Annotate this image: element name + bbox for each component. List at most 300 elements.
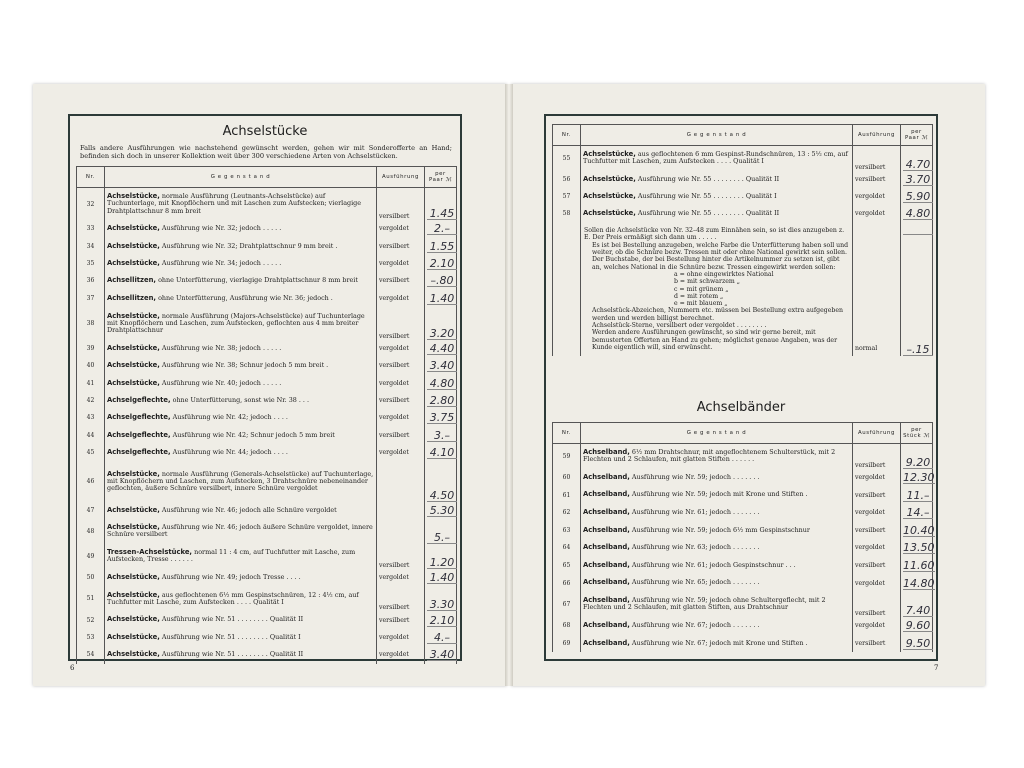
table-row — [77, 290, 457, 307]
item-number: 49 — [77, 544, 105, 569]
item-description-text — [107, 362, 374, 369]
item-name: Achselgeflechte, — [107, 430, 171, 439]
item-ausfuehrung: versilbert — [853, 146, 901, 171]
item-description-text — [107, 397, 374, 404]
note-letter-d: d = mit rotem „ — [674, 292, 724, 300]
item-ausfuehrung — [377, 461, 425, 501]
item-number: 48 — [77, 519, 105, 544]
item-name: Achselstücke, — [583, 150, 636, 159]
item-details: normal 11 : 4 cm, auf Tuchfutter mit Lasche, zum Aufstecken, Tresse . . . . . . — [107, 548, 356, 564]
note-sterne-price: –.15 — [903, 345, 933, 356]
item-number: 36 — [77, 272, 105, 289]
table-row — [553, 171, 933, 188]
table-row — [77, 544, 457, 569]
item-ausfuehrung: vergoldet — [377, 340, 425, 357]
item-price: 9.50 — [903, 639, 933, 650]
item-details: Ausführung wie Nr. 61; jedoch Gespinstschnur . . . — [631, 560, 796, 569]
item-ausfuehrung: vergoldet — [377, 444, 425, 461]
item-ausfuehrung: versilbert — [853, 592, 901, 617]
table-row — [553, 504, 933, 522]
item-price: 3.40 — [427, 650, 457, 661]
item-description — [105, 409, 377, 426]
item-price: 1.55 — [427, 242, 457, 253]
table-row — [77, 569, 457, 586]
item-price: 3.– — [427, 431, 457, 442]
item-price: 3.20 — [427, 329, 457, 340]
item-ausfuehrung: versilbert — [377, 357, 425, 374]
item-description — [105, 374, 377, 391]
item-price: 1.40 — [427, 294, 457, 305]
item-number: 44 — [77, 427, 105, 444]
note-letter-a: a = ohne eingewirktes National — [674, 270, 774, 278]
item-description — [581, 146, 853, 171]
item-details: Ausführung wie Nr. 51 . . . . . . . . Qualität II — [161, 650, 304, 659]
item-details: Ausführung wie Nr. 46; jedoch alle Schnüre vergoldet — [161, 505, 337, 514]
item-details: Ausführung wie Nr. 51 . . . . . . . . Qualität II — [161, 615, 304, 624]
item-name: Achselstücke, — [107, 523, 160, 532]
left-content-frame — [68, 114, 462, 661]
item-description-text — [107, 243, 374, 250]
item-name: Achselstücke, — [583, 209, 636, 218]
item-name: Achselstücke, — [583, 174, 636, 183]
item-name: Achselband, — [583, 621, 630, 630]
item-description-text — [107, 471, 374, 493]
item-number: 52 — [77, 611, 105, 628]
item-ausfuehrung: vergoldet — [377, 290, 425, 307]
item-description-text — [583, 562, 850, 569]
item-price: 4.70 — [903, 160, 933, 171]
item-ausfuehrung: versilbert — [377, 307, 425, 340]
table-header-row — [77, 167, 457, 188]
notes-row — [553, 223, 933, 356]
item-description-text — [107, 414, 374, 421]
item-details: Ausführung wie Nr. 42; Schnur jedoch 5 mm breit — [172, 430, 335, 439]
item-description — [581, 635, 853, 653]
item-number: 66 — [553, 574, 581, 592]
item-number: 46 — [77, 461, 105, 501]
item-price: 11.– — [903, 491, 933, 502]
item-ausfuehrung: vergoldet — [853, 539, 901, 557]
item-description-text — [583, 597, 850, 611]
item-description — [105, 237, 377, 254]
item-description-text — [107, 380, 374, 387]
item-description — [105, 290, 377, 307]
item-description — [581, 188, 853, 205]
item-description-text — [583, 449, 850, 463]
price-table-left — [76, 166, 457, 664]
header-preis: per Paar ℳ — [901, 125, 933, 146]
note-farbe: Es ist bei Bestellung anzugeben, welche Farbe die Unterfütterung haben soll und weiter, ob die Schnüre bezw. Tressen mit oder ohne National gewirkt sein sollen. — [592, 241, 849, 257]
item-details: Ausführung wie Nr. 55 . . . . . . . . Qualität II — [637, 174, 780, 183]
intro-paragraph: Falls andere Ausführungen wie nachstehend gewünscht werden, gehen wir mit Sonderofferte an Hand; befinden sich doch in unserer Kollektion weit über 300 verschiedene Arten von Achselstücken. — [80, 144, 452, 160]
item-details: Ausführung wie Nr. 65; jedoch . . . . . . . — [631, 578, 760, 587]
note-letter-b: b = mit schwarzem „ — [674, 278, 740, 286]
item-price: 1.40 — [427, 573, 457, 584]
item-number: 55 — [553, 146, 581, 171]
item-name: Achsellitzen, — [107, 293, 157, 302]
item-price: 14.80 — [903, 576, 935, 590]
item-number: 57 — [553, 188, 581, 205]
item-ausfuehrung: vergoldet — [377, 646, 425, 663]
item-price: 4.50 — [427, 491, 457, 502]
item-details: Ausführung wie Nr. 55 . . . . . . . . Qualität II — [637, 209, 780, 218]
item-number: 43 — [77, 409, 105, 426]
table-row — [553, 469, 933, 487]
item-description-text — [107, 345, 374, 352]
item-ausfuehrung: vergoldet — [853, 205, 901, 222]
item-details: Ausführung wie Nr. 59; jedoch . . . . . . . — [631, 472, 760, 481]
table-row — [77, 272, 457, 289]
item-details: Ausführung wie Nr. 34; jedoch . . . . . — [161, 258, 282, 267]
item-description — [105, 502, 377, 519]
table-header-row — [553, 423, 933, 444]
item-details: aus geflochtenen 6½ mm Gespinstschnüren, 12 : 4½ cm, auf Tuchfutter mit Lasche, zum Aufstecken . . . . Qualität I — [107, 590, 359, 606]
item-description-text — [583, 622, 850, 629]
item-description-text — [583, 544, 850, 551]
item-ausfuehrung — [377, 519, 425, 544]
item-number: 61 — [553, 486, 581, 504]
item-details: Ausführung wie Nr. 32; Drahtplattschnur 9 mm breit . — [161, 241, 338, 250]
item-ausfuehrung — [377, 502, 425, 519]
item-price: 3.70 — [903, 175, 933, 186]
table-row — [77, 392, 457, 409]
item-description — [105, 629, 377, 646]
item-number: 37 — [77, 290, 105, 307]
price-table-right-top — [552, 124, 933, 356]
item-description-text — [583, 151, 850, 165]
item-description — [581, 521, 853, 539]
item-description-text — [583, 210, 850, 217]
item-name: Achselstücke, — [107, 650, 160, 659]
table-row — [77, 340, 457, 357]
item-name: Achselstücke, — [107, 258, 160, 267]
item-details: Ausführung wie Nr. 44; jedoch . . . . — [172, 448, 288, 457]
item-name: Achselstücke, — [107, 343, 160, 352]
item-name: Achselband, — [583, 638, 630, 647]
item-ausfuehrung: vergoldet — [853, 574, 901, 592]
table-row — [77, 629, 457, 646]
table-row — [77, 357, 457, 374]
item-price: 2.80 — [427, 396, 457, 407]
item-description-text — [107, 549, 374, 563]
item-name: Achselband, — [583, 472, 630, 481]
item-description-text — [107, 651, 374, 658]
item-price: 3.30 — [427, 600, 457, 611]
book-gutter — [505, 84, 513, 686]
item-ausfuehrung: versilbert — [377, 586, 425, 611]
item-details: Ausführung wie Nr. 38; Schnur jedoch 5 mm breit . — [161, 361, 329, 370]
item-description-text — [107, 193, 374, 215]
item-name: Achselband, — [583, 490, 630, 499]
item-name: Achselstücke, — [583, 191, 636, 200]
item-description-text — [107, 277, 374, 284]
item-details: Ausführung wie Nr. 46; jedoch äußere Schnüre vergoldet, innere Schnüre versilbert — [107, 523, 373, 539]
item-description-text — [583, 640, 850, 647]
item-number: 59 — [553, 444, 581, 469]
item-price: 11.60 — [903, 558, 935, 572]
item-ausfuehrung: vergoldet — [853, 617, 901, 635]
table-row — [77, 646, 457, 663]
section-title-achselbaender: Achselbänder — [696, 400, 786, 415]
header-preis: per Stück ℳ — [901, 423, 933, 444]
item-name: Achselstücke, — [107, 361, 160, 370]
item-description-text — [107, 616, 374, 623]
item-name: Tressen-Achselstücke, — [107, 548, 193, 557]
item-price: –.80 — [427, 276, 457, 287]
note-einnaehen-price — [903, 234, 933, 235]
table-row — [77, 519, 457, 544]
item-number: 68 — [553, 617, 581, 635]
item-description — [105, 340, 377, 357]
note-sterne-ausfuehrung: normal — [853, 223, 901, 356]
item-description — [105, 392, 377, 409]
item-description — [105, 544, 377, 569]
item-description-text — [107, 524, 374, 538]
item-description-text — [107, 313, 374, 335]
item-number: 60 — [553, 469, 581, 487]
header-nr: Nr. — [553, 125, 581, 146]
item-name: Achselstücke, — [107, 311, 160, 320]
item-number: 63 — [553, 521, 581, 539]
item-name: Achselband, — [583, 560, 630, 569]
item-number: 69 — [553, 635, 581, 653]
item-description — [581, 557, 853, 575]
item-number: 33 — [77, 220, 105, 237]
item-details: Ausführung wie Nr. 40; jedoch . . . . . — [161, 378, 282, 387]
item-ausfuehrung: versilbert — [377, 188, 425, 221]
item-price: 4.40 — [427, 344, 457, 355]
table-row — [77, 188, 457, 221]
table-row — [553, 557, 933, 575]
header-ausfuehrung: Ausführung — [853, 125, 901, 146]
item-price: 1.20 — [427, 558, 457, 569]
item-details: Ausführung wie Nr. 55 . . . . . . . . Qualität I — [637, 191, 777, 200]
table-row — [77, 220, 457, 237]
item-number: 64 — [553, 539, 581, 557]
item-name: Achselstücke, — [107, 224, 160, 233]
item-name: Achselband, — [583, 543, 630, 552]
item-ausfuehrung: vergoldet — [377, 255, 425, 272]
item-name: Achselstücke, — [107, 632, 160, 641]
item-name: Achselstücke, — [107, 505, 160, 514]
item-name: Achselstücke, — [107, 615, 160, 624]
item-ausfuehrung: versilbert — [377, 392, 425, 409]
item-number: 62 — [553, 504, 581, 522]
item-number: 45 — [77, 444, 105, 461]
item-number: 34 — [77, 237, 105, 254]
note-andere: Werden andere Ausführungen gewünscht, so sind wir gerne bereit, mit bemusterten Offerten an Hand zu gehen; möglichst genaue Angaben, was der Kunde eigentlich will, sind erwünscht. — [592, 329, 838, 351]
item-ausfuehrung: versilbert — [377, 611, 425, 628]
table-row — [553, 188, 933, 205]
item-price: 5.– — [427, 533, 457, 544]
item-ausfuehrung: versilbert — [853, 635, 901, 653]
item-number: 53 — [77, 629, 105, 646]
item-details: ohne Unterfütterung, sonst wie Nr. 38 . . . — [172, 395, 310, 404]
table-row — [553, 205, 933, 222]
item-description — [105, 444, 377, 461]
header-ausfuehrung: Ausführung — [377, 167, 425, 188]
item-ausfuehrung: versilbert — [853, 486, 901, 504]
table-row — [77, 461, 457, 501]
table-row — [77, 409, 457, 426]
item-ausfuehrung: vergoldet — [377, 629, 425, 646]
table-row — [553, 539, 933, 557]
item-details: Ausführung wie Nr. 61; jedoch . . . . . . . — [631, 508, 760, 517]
item-details: Ausführung wie Nr. 67; jedoch . . . . . . . — [631, 621, 760, 630]
item-description — [105, 188, 377, 221]
item-number: 39 — [77, 340, 105, 357]
item-description-text — [583, 579, 850, 586]
table-row — [553, 146, 933, 171]
table-row — [77, 502, 457, 519]
item-ausfuehrung: vergoldet — [377, 409, 425, 426]
table-row — [553, 574, 933, 592]
item-ausfuehrung: versilbert — [853, 444, 901, 469]
note-letter-c: c = mit grünem „ — [674, 285, 729, 293]
item-details: Ausführung wie Nr. 38; jedoch . . . . . — [161, 343, 282, 352]
item-price: 9.20 — [903, 458, 933, 469]
item-description — [581, 469, 853, 487]
table-row — [553, 521, 933, 539]
item-number: 32 — [77, 188, 105, 221]
notes-cell — [581, 223, 853, 356]
item-details: normale Ausführung (Leutnants-Achselstücke) auf Tuchunterlage, mit Knopflöchern und mit Laschen zum Aufstecken; vierlagige Drahtplattschnur 8 mm breit — [107, 192, 362, 215]
note-einnaehen: Sollen die Achselstücke von Nr. 32–48 zum Einnähen sein, so ist dies anzugeben z. E. Der Preis ermäßigt sich dann um . . . . . — [584, 227, 845, 242]
item-number: 58 — [553, 205, 581, 222]
item-description-text — [583, 176, 850, 183]
item-ausfuehrung: vergoldet — [853, 469, 901, 487]
item-ausfuehrung: versilbert — [377, 272, 425, 289]
header-nr: Nr. — [77, 167, 105, 188]
item-description — [105, 586, 377, 611]
item-number: 35 — [77, 255, 105, 272]
header-ausfuehrung: Ausführung — [853, 423, 901, 444]
table-row — [77, 586, 457, 611]
item-number: 41 — [77, 374, 105, 391]
table-row — [77, 444, 457, 461]
item-description — [105, 272, 377, 289]
item-price: 12.30 — [903, 470, 935, 484]
table-row — [553, 635, 933, 653]
table-row — [77, 237, 457, 254]
item-name: Achselstücke, — [107, 573, 160, 582]
item-description — [581, 617, 853, 635]
item-number: 67 — [553, 592, 581, 617]
item-details: 6½ mm Drahtschnur, mit angeflochtenem Schulterstück, mit 2 Flechten und 2 Schlaufen, mit glatten Stiften . . . . . . — [583, 448, 836, 464]
item-price: 2.10 — [427, 616, 457, 627]
item-details: ohne Unterfütterung, Ausführung wie Nr. 36; jedoch . — [158, 293, 333, 302]
item-name: Achselband, — [583, 525, 630, 534]
item-price: 3.40 — [427, 361, 457, 372]
item-price: 5.30 — [427, 506, 457, 517]
item-details: Ausführung wie Nr. 42; jedoch . . . . — [172, 413, 288, 422]
item-description-text — [107, 225, 374, 232]
item-details: Ausführung wie Nr. 63; jedoch . . . . . . . — [631, 543, 760, 552]
item-details: Ausführung wie Nr. 59; jedoch 6½ mm Gespinstschnur — [631, 525, 810, 534]
table-row — [553, 486, 933, 504]
note-abzeichen: Achselstück-Abzeichen, Nummern etc. müssen bei Bestellung extra aufgegeben werden und werden billigst berechnet. — [592, 307, 844, 322]
item-ausfuehrung: vergoldet — [377, 569, 425, 586]
note-buchstabe: Der Buchstabe, der bei Bestellung hinter die Artikelnummer zu setzen ist, gibt an, welches National in die Schnüre bezw. Tressen eingewirkt werden sollen: — [592, 256, 840, 271]
item-number: 38 — [77, 307, 105, 340]
header-gegenstand: G e g e n s t a n d — [581, 423, 853, 444]
item-description-text — [107, 507, 374, 514]
table-header-row — [553, 125, 933, 146]
item-description-text — [107, 432, 374, 439]
item-price: 4.– — [427, 633, 457, 644]
item-price: 3.75 — [427, 413, 457, 424]
item-ausfuehrung: versilbert — [377, 237, 425, 254]
table-row — [77, 307, 457, 340]
item-number: 65 — [553, 557, 581, 575]
item-description — [105, 220, 377, 237]
item-number: 51 — [77, 586, 105, 611]
item-ausfuehrung: versilbert — [853, 557, 901, 575]
header-nr: Nr. — [553, 423, 581, 444]
item-description — [105, 646, 377, 663]
item-description-text — [107, 295, 374, 302]
page-number-right: 7 — [934, 664, 939, 672]
item-description-text — [107, 592, 374, 606]
item-details: Ausführung wie Nr. 59; jedoch mit Krone und Stiften . — [631, 490, 808, 499]
header-preis: per Paar ℳ — [425, 167, 457, 188]
item-description — [105, 255, 377, 272]
item-name: Achselband, — [583, 578, 630, 587]
item-ausfuehrung: vergoldet — [853, 188, 901, 205]
item-name: Achselstücke, — [107, 192, 160, 201]
item-description-text — [583, 474, 850, 481]
table-row — [553, 592, 933, 617]
item-name: Achselstücke, — [107, 469, 160, 478]
item-description — [105, 427, 377, 444]
item-price: 14.– — [903, 508, 933, 519]
item-number: 40 — [77, 357, 105, 374]
item-description — [105, 307, 377, 340]
item-description — [105, 357, 377, 374]
item-details: Ausführung wie Nr. 59; jedoch ohne Schultergeflecht, mit 2 Flechten und 2 Schlaufen, mit glatten Stiften, aus Drahtschnur — [583, 596, 826, 612]
item-description — [581, 539, 853, 557]
item-details: normale Ausführung (Majors-Achselstücke) auf Tuchunterlage mit Knopflöchern und Laschen, zum Aufstecken, geflochten aus 4 mm breiter Drahtplattschnur — [107, 311, 365, 334]
item-name: Achsellitzen, — [107, 276, 157, 285]
item-name: Achselband, — [583, 596, 630, 605]
item-name: Achselband, — [583, 508, 630, 517]
item-name: Achselgeflechte, — [107, 448, 171, 457]
item-price: 1.45 — [427, 209, 457, 220]
item-ausfuehrung: versilbert — [853, 521, 901, 539]
item-price: 9.60 — [903, 621, 933, 632]
item-name: Achselgeflechte, — [107, 413, 171, 422]
item-number: 42 — [77, 392, 105, 409]
item-details: Ausführung wie Nr. 32; jedoch . . . . . — [161, 224, 282, 233]
item-price: 13.50 — [903, 541, 935, 555]
item-ausfuehrung: versilbert — [853, 171, 901, 188]
price-table-right-bottom — [552, 422, 933, 652]
item-name: Achselstücke, — [107, 590, 160, 599]
item-price: 2.– — [427, 224, 457, 235]
item-number: 54 — [77, 646, 105, 663]
item-description — [105, 461, 377, 501]
item-name: Achselgeflechte, — [107, 395, 171, 404]
item-description-text — [583, 509, 850, 516]
header-gegenstand: G e g e n s t a n d — [105, 167, 377, 188]
table-row — [77, 374, 457, 391]
item-ausfuehrung: vergoldet — [853, 504, 901, 522]
table-row — [77, 255, 457, 272]
right-content-frame — [544, 114, 938, 661]
item-description — [581, 205, 853, 222]
item-description — [581, 486, 853, 504]
item-details: Ausführung wie Nr. 49; jedoch Tresse . . . . — [161, 573, 301, 582]
